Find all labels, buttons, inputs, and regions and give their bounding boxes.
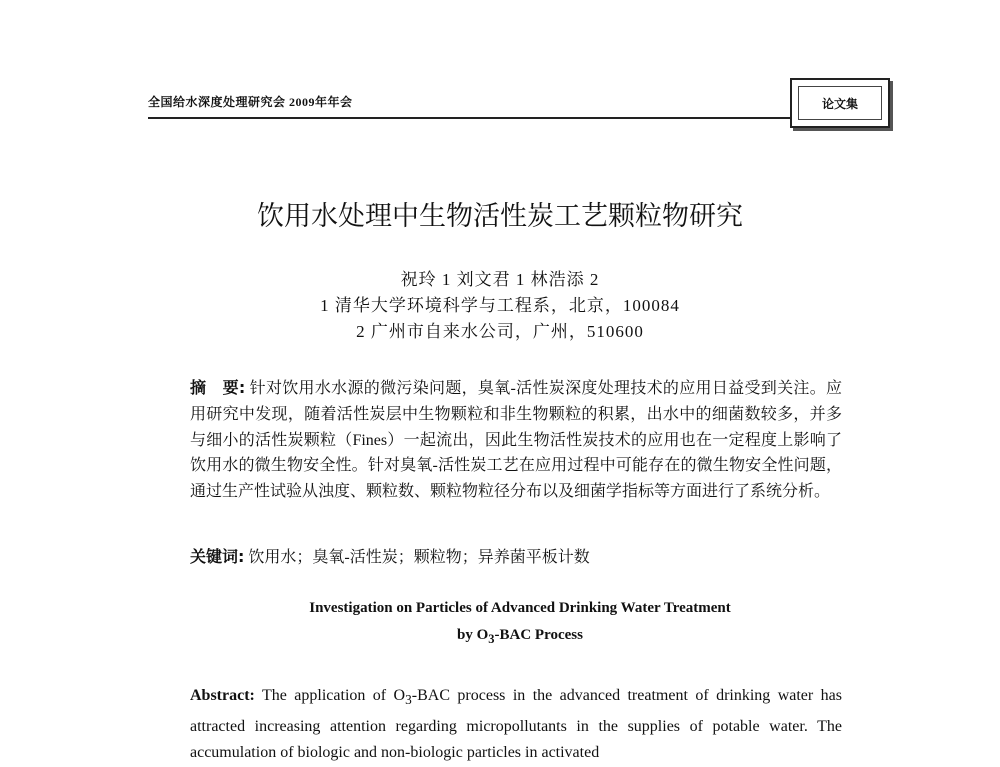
paper-title: 饮用水处理中生物活性炭工艺颗粒物研究 (257, 201, 743, 232)
abstract-zh-label: 摘 要: (190, 378, 246, 397)
subscript: 3 (488, 632, 495, 646)
abstract-zh-text: 针对饮用水水源的微污染问题，臭氧-活性炭深度处理技术的应用日益受到关注。应用研究中发现，随着活性炭层中生物颗粒和非生物颗粒的积累，出水中的细菌数较多，并多与细小的活性炭颗粒（Fines）一起流出，因此生物活性炭技术的应用也在一定程度上影响了饮用水的微生物安全性。针对臭氧-活性炭工艺在应用过程中可能存在的微生物安全性问题，通过生产性试验从浊度、颗粒数、颗粒物粒径分布以及细菌学指标等方面进行了系统分析。 (190, 380, 842, 501)
english-title-text: -BAC Process (494, 627, 583, 643)
abstract-en-text: -BAC process in the advanced treatment of drinking water has attracted increasing attention regarding micropollutants in the supplies of potable water. The accumulation of biologic and non-biologic particles in activated (190, 687, 842, 762)
keywords-text: 饮用水；臭氧-活性炭；颗粒物；异养菌平板计数 (248, 549, 590, 566)
english-title-line1: Investigation on Particles of Advanced Drinking Water Treatment (309, 600, 731, 616)
header-rule (148, 117, 790, 119)
affiliation-2: 2 广州市自来水公司，广州，510600 (356, 322, 644, 341)
affiliation-1: 1 清华大学环境科学与工程系，北京，100084 (320, 296, 680, 315)
abstract-en-label: Abstract: (190, 687, 255, 704)
proceedings-badge (790, 78, 890, 128)
english-title-line2 (0, 627, 1000, 647)
abstract-en-text: The application of O (254, 687, 406, 704)
abstract-zh (190, 375, 842, 505)
subscript: 3 (405, 692, 412, 708)
english-title-text: by O (457, 627, 489, 643)
keywords (190, 544, 590, 567)
authors: 祝玲 1 刘文君 1 林浩添 2 (400, 270, 600, 289)
badge-label: 论文集 (798, 86, 882, 120)
abstract-en (190, 683, 842, 767)
conference-header: 全国给水深度处理研究会 2009年年会 (148, 95, 353, 109)
keywords-label: 关键词: (190, 547, 245, 566)
